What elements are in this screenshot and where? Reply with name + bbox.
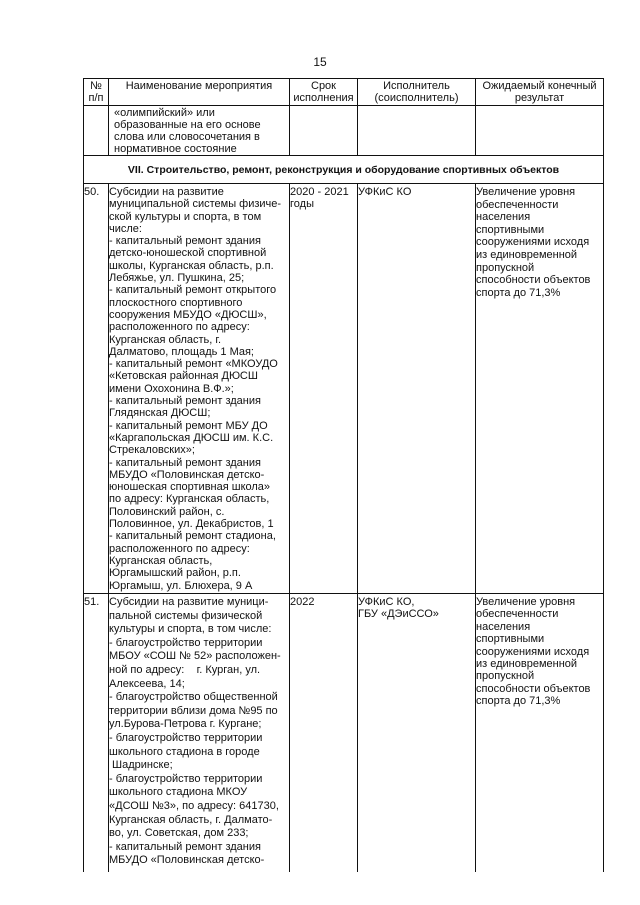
cell-expected-result	[476, 594, 604, 873]
text-line: «олимпийский» или	[114, 107, 215, 119]
text-line: Юргамыш, ул. Блюхера, 9 А	[109, 579, 253, 592]
cell-executor	[358, 184, 476, 594]
text-line: ул.Бурова-Петрова г. Кургане;	[109, 718, 262, 731]
text-line: Курганская область, г.	[109, 333, 222, 346]
cell-number: 51.	[84, 594, 109, 873]
cell-activity-name	[109, 184, 290, 594]
header-cell-number	[84, 79, 109, 106]
text-line: пальной системы физической	[109, 609, 263, 622]
header-cell-executor	[358, 79, 476, 106]
cell-executor	[358, 106, 476, 156]
header-cell-activity-name	[109, 79, 290, 106]
text-line: - капитальный ремонт здания	[109, 456, 261, 469]
text-line: территории вблизи дома №95 по	[109, 704, 278, 717]
text-line: сооружения МБУДО «ДЮСШ»,	[109, 308, 267, 321]
text-line: Далматово, площадь 1 Мая;	[109, 345, 254, 358]
page-number: 15	[313, 55, 327, 69]
text-line: расположенного по адресу:	[109, 542, 250, 555]
cell-number: 50.	[84, 184, 109, 594]
text-line: МБОУ «СОШ № 52» расположен-	[109, 650, 281, 663]
cell-activity-name	[109, 594, 290, 873]
cell-number	[84, 106, 109, 156]
table-row	[84, 184, 604, 594]
header-cell-expected-result	[476, 79, 604, 106]
header-text-line: Срок	[311, 80, 336, 92]
text-line: Субсидии на развитие	[109, 186, 224, 198]
text-line: ской культуры и спорта, в том	[109, 210, 262, 223]
table-row	[84, 594, 604, 873]
text-line: числе:	[109, 222, 142, 235]
text-line: культуры и спорта, в том числе:	[109, 623, 272, 636]
cell-term	[290, 106, 358, 156]
cell-executor	[358, 594, 476, 873]
text-line: нормативное состояние	[114, 143, 237, 155]
text-line: школьного стадиона в городе	[109, 745, 260, 758]
text-line: Юргамышский район, р.п.	[109, 567, 241, 580]
text-line: «Кетовская районная ДЮСШ	[109, 370, 258, 383]
text-line: населения	[476, 211, 531, 224]
text-line: спортивными	[476, 633, 545, 646]
cell-term	[290, 184, 358, 594]
text-line: ГБУ «ДЭиССО»	[358, 608, 439, 621]
text-line: образованные на его основе	[114, 119, 261, 131]
text-line: - капитальный ремонт здания	[109, 395, 261, 408]
text-line: способности объектов	[476, 274, 591, 287]
text-line: годы	[290, 198, 314, 211]
text-line: обеспеченности	[476, 608, 559, 621]
text-line: спорта до 71,3%	[476, 695, 561, 708]
text-line: - благоустройство территории	[109, 636, 263, 649]
text-line: населения	[476, 620, 531, 633]
text-line: - благоустройство территории	[109, 731, 263, 744]
text-line: - капитальный ремонт «МКОУДО	[109, 358, 278, 371]
table-row-continuation	[84, 106, 604, 156]
table-header-row	[84, 79, 604, 106]
text-line: - капитальный ремонт здания	[109, 235, 261, 248]
text-line: - капитальный ремонт МБУ ДО	[109, 419, 268, 432]
text-line: из единовременной	[476, 248, 578, 261]
cell-activity-name	[109, 106, 290, 156]
text-line: «ДСОШ №3», по адресу: 641730,	[109, 799, 279, 812]
header-text-line: результат	[514, 92, 565, 104]
text-line: сооружениями исходя	[476, 236, 590, 249]
text-line: Стрекаловских»;	[109, 444, 195, 457]
text-line: школьного стадиона МКОУ	[109, 786, 248, 799]
text-line: - капитальный ремонт стадиона,	[109, 530, 276, 543]
header-text-line: Наименование мероприятия	[125, 80, 273, 92]
cell-term	[290, 594, 358, 873]
header-text-line: Ожидаемый конечный	[482, 80, 597, 92]
header-text-line: исполнения	[293, 92, 354, 104]
text-line: муниципальной системы физиче-	[109, 198, 282, 211]
text-line: Курганская область,	[109, 554, 213, 567]
section-row	[84, 156, 604, 184]
header-cell-term	[290, 79, 358, 106]
header-text-line: Исполнитель	[383, 80, 450, 92]
text-line: Увеличение уровня	[476, 596, 576, 608]
text-line: обеспеченности	[476, 198, 559, 211]
text-line: МБУДО «Половинская детско-	[109, 468, 265, 481]
text-line: ной по адресу: г. Курган, ул.	[109, 663, 261, 676]
section-title: VII. Строительство, ремонт, реконструкция и оборудование спортивных объектов	[84, 156, 604, 184]
text-line: - благоустройство территории	[109, 772, 263, 785]
text-line: «Каргапольская ДЮСШ им. К.С.	[109, 431, 274, 444]
text-line: детско-юношеской спортивной	[109, 247, 267, 260]
text-line: МБУДО «Половинская детско-	[109, 854, 265, 867]
text-line: Глядянская ДЮСШ;	[109, 407, 211, 420]
text-line: способности объектов	[476, 682, 591, 695]
text-line: спорта до 71,3%	[476, 286, 561, 299]
text-line: пропускной	[476, 670, 535, 683]
text-line: 2022	[290, 596, 315, 608]
text-line: спортивными	[476, 223, 545, 236]
text-line: слова или словосочетания в	[114, 131, 260, 143]
text-line: Увеличение уровня	[476, 186, 576, 198]
text-line: Шадринске;	[109, 759, 173, 772]
activities-table	[83, 78, 604, 872]
text-line: по адресу: Курганская область,	[109, 493, 270, 506]
text-line: - капитальный ремонт здания	[109, 840, 261, 853]
text-line: плоскостного спортивного	[109, 296, 243, 309]
text-line: УФКиС КО	[358, 186, 412, 198]
text-line: Половинский район, с.	[109, 505, 225, 518]
text-line: юношеская спортивная школа»	[109, 481, 271, 494]
text-line: Субсидии на развитие муници-	[109, 596, 269, 608]
text-line: - благоустройство общественной	[109, 691, 278, 704]
text-line: Половинное, ул. Декабристов, 1	[109, 518, 274, 531]
text-line: сооружениями исходя	[476, 645, 590, 658]
cell-expected-result	[476, 106, 604, 156]
text-line: - капитальный ремонт открытого	[109, 284, 277, 297]
text-line: УФКиС КО,	[358, 596, 415, 608]
text-line: школы, Курганская область, р.п.	[109, 259, 274, 272]
text-line: Лебяжье, ул. Пушкина, 25;	[109, 272, 245, 285]
text-line: во, ул. Советская, дом 233;	[109, 827, 249, 840]
header-text-line: п/п	[88, 92, 104, 104]
text-line: 2020 - 2021	[290, 186, 349, 198]
text-line: Алексеева, 14;	[109, 677, 185, 690]
text-line: пропускной	[476, 261, 535, 274]
cell-expected-result	[476, 184, 604, 594]
header-text-line: №	[90, 80, 102, 92]
text-line: из единовременной	[476, 658, 578, 671]
text-line: имени Охохонина В.Ф.»;	[109, 382, 234, 395]
header-text-line: (соисполнитель)	[374, 92, 459, 104]
text-line: Курганская область, г. Далмато-	[109, 813, 273, 826]
text-line: расположенного по адресу:	[109, 321, 250, 334]
